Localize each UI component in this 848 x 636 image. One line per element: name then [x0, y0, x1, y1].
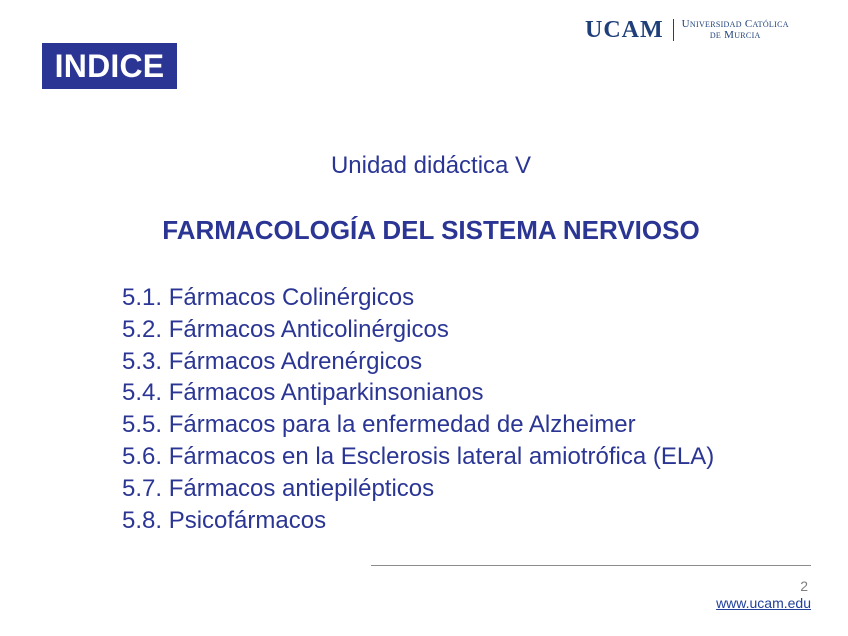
slide-title: INDICE: [42, 43, 177, 89]
toc-item: 5.3. Fármacos Adrenérgicos: [122, 347, 423, 375]
toc-item: 5.5. Fármacos para la enfermedad de Alzheimer: [122, 411, 636, 439]
logo-divider: [673, 19, 674, 41]
table-of-contents: [122, 282, 714, 536]
unit-label: Unidad didáctica V: [330, 152, 532, 179]
logo-university-name: [682, 19, 789, 41]
toc-item: 5.8. Psicofármacos: [122, 506, 327, 534]
toc-item: 5.2. Fármacos Anticolinérgicos: [122, 315, 449, 343]
toc-item: 5.6. Fármacos en la Esclerosis lateral amiotrófica (ELA): [122, 442, 715, 470]
logo-name-line1: Universidad Católica: [681, 18, 789, 30]
footer-divider: [371, 565, 811, 566]
page-number: 2: [800, 578, 808, 594]
logo-acronym: UCAM: [585, 17, 664, 43]
logo-name-line2: de Murcia: [709, 29, 761, 41]
section-heading: FARMACOLOGÍA DEL SISTEMA NERVIOSO: [162, 215, 700, 245]
toc-item: 5.1. Fármacos Colinérgicos: [122, 284, 415, 311]
toc-item: 5.7. Fármacos antiepilépticos: [122, 474, 435, 502]
ucam-logo: [585, 15, 789, 45]
toc-item: 5.4. Fármacos Antiparkinsonianos: [122, 379, 484, 407]
website-link[interactable]: www.ucam.edu: [716, 595, 811, 611]
